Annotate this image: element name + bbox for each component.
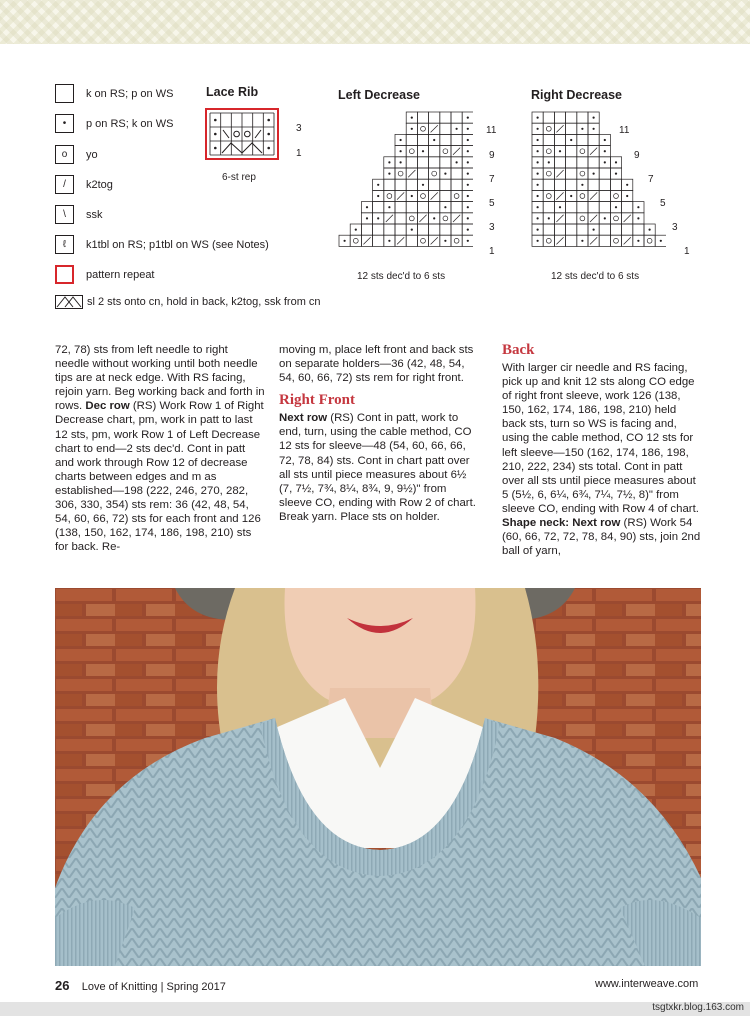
section-heading-back: Back <box>502 342 535 358</box>
right-decrease-caption: 12 sts dec'd to 6 sts <box>551 271 640 282</box>
bold-text: Next row <box>279 412 328 425</box>
row-number: 3 <box>489 222 495 233</box>
body-text: (RS) Cont in patt, work to end, turn, using the cable method, CO 12 sts for sleeve—48 (54, 60, 66, 66, 72, 78, 84) sts. Cont in chart patt over all sts until piece measures about 6½ (7, 7½, 7¾, 8¼, 8¾, 9, 9½)" from sleeve CO, ending with Row 2 of chart. Break yarn. Place sts on holder. <box>279 412 476 523</box>
row-number: 3 <box>296 123 302 134</box>
row-number: 11 <box>619 125 630 136</box>
key-row <box>55 265 155 284</box>
body-text: (RS) Work Row 1 of Right Decrease chart, pm, work in patt to last 12 sts, pm, work Row 1 of Left Decrease chart to end—2 sts dec'd. Cont in patt and work through Row 12 of decrease charts between edges and m as established—198 (222, 246, 270, 282, 306, 330, 354) sts rem: 36 (42, 48, 54, 54, 60, 66, 72) sts for each front and 126 (138, 150, 162, 174, 186, 198, 210) sts for back. Re- <box>55 400 264 554</box>
key-row <box>55 175 113 194</box>
page-number: 26 <box>55 978 70 993</box>
section-heading-right-front: Right Front <box>279 392 355 409</box>
key-row <box>55 145 98 164</box>
text-column-3 <box>502 341 702 558</box>
key-label: k1tbl on RS; p1tbl on WS (see Notes) <box>86 238 269 251</box>
row-number: 1 <box>489 246 495 257</box>
cable-decrease-icon <box>55 295 83 309</box>
page-footer: 26 Love of Knitting | Spring 2017 <box>55 978 226 993</box>
left-decrease-chart <box>338 110 473 258</box>
key-row <box>55 295 321 309</box>
key-label: p on RS; k on WS <box>86 117 174 130</box>
row-number: 11 <box>486 125 497 136</box>
k2tog-slash-icon: / <box>55 175 74 194</box>
bold-text: Shape neck: Next row <box>502 517 621 530</box>
lace-rib-title: Lace Rib <box>206 85 259 99</box>
key-row <box>55 84 173 103</box>
key-row <box>55 235 269 254</box>
row-number: 3 <box>672 222 678 233</box>
row-number: 9 <box>634 150 640 161</box>
key-row <box>55 114 173 133</box>
key-label: ssk <box>86 208 103 221</box>
row-number: 9 <box>489 150 495 161</box>
key-label: k2tog <box>86 178 113 191</box>
body-text: (RS) Work 54 (60, 66, 72, 72, 78, 84, 90) sts, join 2nd ball of yarn, <box>502 517 701 558</box>
key-row <box>55 205 103 224</box>
text-column-1 <box>55 343 265 554</box>
key-label: pattern repeat <box>86 268 155 281</box>
purl-dot-icon: • <box>55 114 74 133</box>
lace-rib-caption: 6-st rep <box>222 172 256 183</box>
row-number: 1 <box>296 148 302 159</box>
website-url[interactable]: www.interweave.com <box>595 978 699 990</box>
key-label: sl 2 sts onto cn, hold in back, k2tog, ssk from cn <box>87 296 321 308</box>
pattern-repeat-icon <box>55 265 74 284</box>
row-number: 1 <box>684 246 690 257</box>
lace-rib-chart <box>205 108 279 160</box>
row-number: 5 <box>489 198 495 209</box>
body-text: 72, 78) sts from left needle to right needle without working until both needle tips are at neck edge. With RS facing, rejoin yarn. Beg working back and forth in rows. <box>55 344 265 413</box>
watermark-bar <box>0 1002 750 1016</box>
right-decrease-title: Right Decrease <box>531 88 623 102</box>
knit-texture-header <box>0 0 750 44</box>
model-photo <box>55 588 701 966</box>
knit-symbol-icon <box>55 84 74 103</box>
left-decrease-caption: 12 sts dec'd to 6 sts <box>357 271 446 282</box>
yo-circle-icon: o <box>55 145 74 164</box>
watermark-text: tsgtxkr.blog.163.com <box>652 1002 744 1013</box>
row-number: 5 <box>660 198 666 209</box>
issue-date: Spring 2017 <box>166 981 226 993</box>
row-number: 7 <box>489 174 495 185</box>
row-number: 7 <box>648 174 654 185</box>
body-text: moving m, place left front and back sts on separate holders—36 (42, 48, 54, 54, 60, 66, 72) sts rem for right front. <box>279 344 474 385</box>
magazine-name: Love of Knitting <box>81 981 158 993</box>
ssk-backslash-icon: \ <box>55 205 74 224</box>
bold-text: Dec row <box>85 400 130 413</box>
body-text: With larger cir needle and RS facing, pick up and knit 12 sts along CO edge of right front sleeve, work 126 (138, 150, 162, 174, 186, 198, 210) held back sts, turn so WS is facing and, using the cable method, CO 12 sts for left sleeve—150 (162, 174, 186, 198, 210, 222, 234) sts total. Cont in patt over all sts until piece measures about 5 (5½, 6, 6¼, 6¾, 7¼, 7½, 8)" from sleeve CO, ending with Row 4 of chart. <box>502 362 699 515</box>
twisted-stitch-icon: ℓ <box>55 235 74 254</box>
text-column-2 <box>279 343 482 524</box>
key-label: k on RS; p on WS <box>86 87 174 100</box>
key-label: yo <box>86 148 98 161</box>
right-decrease-chart <box>531 110 666 258</box>
left-decrease-title: Left Decrease <box>338 88 420 102</box>
